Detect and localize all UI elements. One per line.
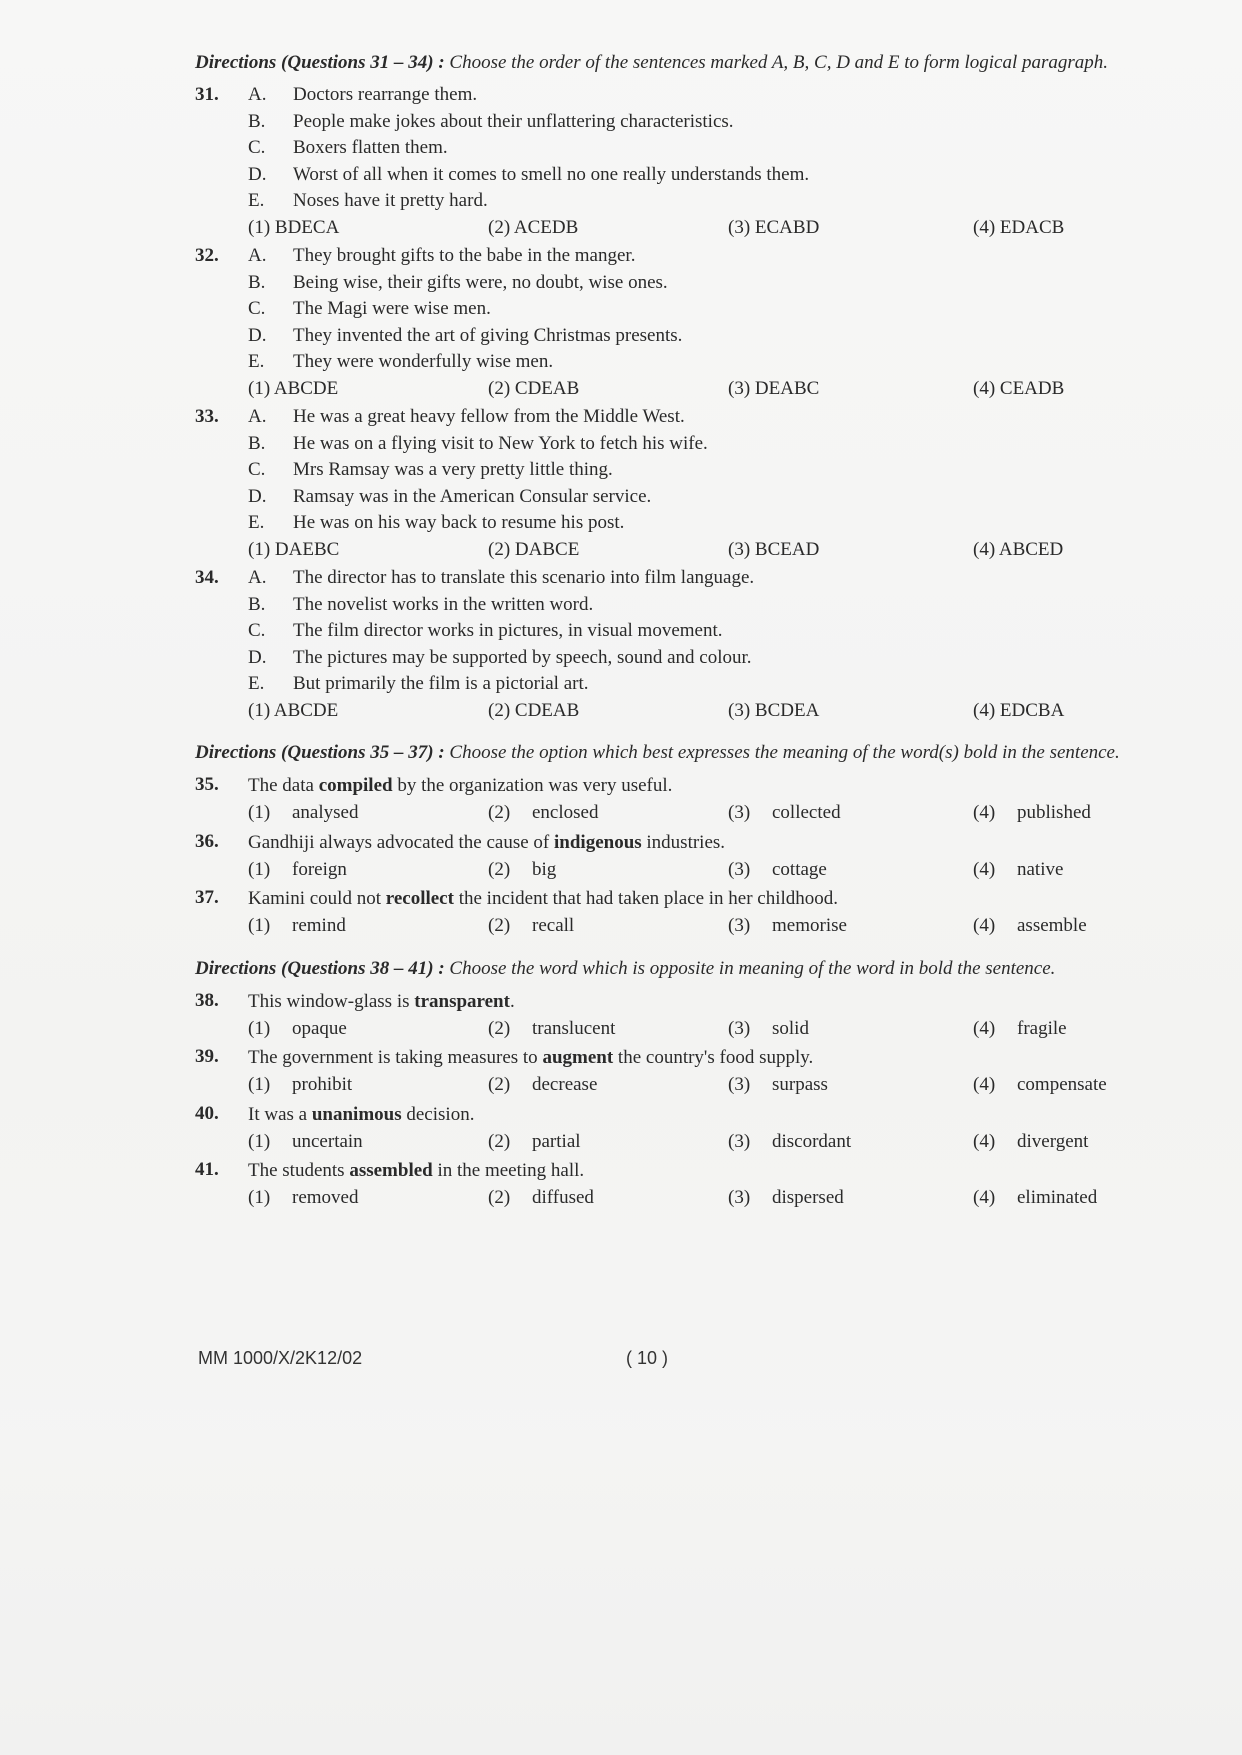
scan-shadow xyxy=(0,1430,1242,1755)
sentence-part: Kamini could not xyxy=(248,888,386,909)
answer-options xyxy=(195,1016,1220,1043)
sentence-part: Gandhiji always advocated the cause of xyxy=(248,831,554,853)
directions-text: Choose the word which is opposite in meaning of the word in bold the sentence. xyxy=(444,957,1056,979)
option-number: (2) xyxy=(488,1074,511,1095)
option-number: (3) xyxy=(728,1074,751,1095)
answer-options xyxy=(195,376,1220,403)
statement-row xyxy=(195,243,1220,270)
question-number: 32. xyxy=(195,245,219,266)
statement-row xyxy=(195,645,1220,672)
statement-text: Ramsay was in the American Consular service. xyxy=(293,485,652,507)
statement-row xyxy=(195,82,1220,109)
option-2 xyxy=(488,857,728,884)
option-text: remind xyxy=(292,915,346,936)
statement-letter: D. xyxy=(248,163,267,185)
answer-options xyxy=(195,1072,1220,1099)
option-text: compensate xyxy=(1017,1074,1107,1095)
question-number: 40. xyxy=(195,1102,219,1124)
option-1 xyxy=(248,1129,488,1156)
option-3 xyxy=(728,913,973,940)
option-number: (2) xyxy=(488,915,511,936)
statement-row xyxy=(195,162,1220,189)
statement-letter: A. xyxy=(248,406,267,427)
question-sentence xyxy=(195,988,1220,1016)
option-number: (3) xyxy=(728,858,751,880)
statement-row xyxy=(195,618,1220,645)
option-number: (4) xyxy=(973,1074,996,1095)
statement-letter: E. xyxy=(248,512,265,533)
statement-row xyxy=(195,510,1220,537)
answer-options xyxy=(195,537,1220,564)
question-sentence xyxy=(195,1044,1220,1072)
statement-text: He was on a flying visit to New York to fetch his wife. xyxy=(293,432,708,454)
option-text: recall xyxy=(532,915,575,936)
option-3 xyxy=(728,800,973,827)
sentence-part: the incident that had taken place in her childhood. xyxy=(453,888,839,909)
option-text: collected xyxy=(772,802,841,823)
option-text: published xyxy=(1017,802,1091,823)
question-37 xyxy=(195,885,1220,940)
option-text: assemble xyxy=(1017,915,1087,936)
sentence-part: . xyxy=(509,990,515,1012)
statement-text: Boxers flatten them. xyxy=(293,137,448,158)
option-text: surpass xyxy=(772,1074,828,1095)
question-sentence xyxy=(195,885,1220,913)
option-2 xyxy=(488,800,728,827)
option-text: uncertain xyxy=(292,1130,363,1152)
option-text: eliminated xyxy=(1017,1187,1098,1208)
sentence-part: in the meeting hall. xyxy=(432,1160,585,1181)
option-number: (4) xyxy=(973,802,996,823)
option-1: (1) ABCDE xyxy=(248,377,339,399)
option-number: (4) xyxy=(973,915,996,936)
statement-row xyxy=(195,270,1220,297)
option-text: removed xyxy=(292,1187,359,1208)
option-text: prohibit xyxy=(292,1074,353,1095)
statement-row xyxy=(195,484,1220,511)
bold-word: unanimous xyxy=(311,1103,402,1125)
option-number: (1) xyxy=(248,858,271,880)
option-3: (3) DEABC xyxy=(728,377,820,399)
option-1 xyxy=(248,913,488,940)
statement-letter: D. xyxy=(248,646,267,668)
option-2: (2) DABCE xyxy=(488,538,580,560)
answer-options xyxy=(195,1129,1220,1156)
statement-text: Doctors rearrange them. xyxy=(293,84,478,105)
statement-text: People make jokes about their unflattering characteristics. xyxy=(293,110,734,132)
option-3: (3) BCDEA xyxy=(728,699,820,721)
question-number: 39. xyxy=(195,1046,219,1067)
option-2: (2) CDEAB xyxy=(488,699,580,721)
statement-row xyxy=(195,296,1220,323)
statement-text: Worst of all when it comes to smell no one really understands them. xyxy=(293,163,810,185)
statement-letter: D. xyxy=(248,324,267,346)
question-number: 35. xyxy=(195,774,219,795)
option-3 xyxy=(728,1016,973,1043)
bold-word: augment xyxy=(542,1047,614,1068)
option-1: (1) ABCDE xyxy=(248,699,339,721)
sentence-part: by the organization was very useful. xyxy=(392,775,673,796)
bold-word: recollect xyxy=(385,888,454,909)
option-4 xyxy=(973,1129,1153,1156)
option-4: (4) CEADB xyxy=(973,377,1065,399)
option-2 xyxy=(488,913,728,940)
sentence-part: decision. xyxy=(401,1103,475,1125)
option-3: (3) BCEAD xyxy=(728,538,820,560)
option-3 xyxy=(728,1072,973,1099)
option-text: discordant xyxy=(772,1130,852,1152)
option-1 xyxy=(248,800,488,827)
bold-word: transparent xyxy=(414,990,510,1012)
option-number: (2) xyxy=(488,858,511,880)
option-text: partial xyxy=(532,1130,581,1152)
option-number: (1) xyxy=(248,1187,271,1208)
option-3 xyxy=(728,1185,973,1212)
statement-text: The Magi were wise men. xyxy=(293,298,491,319)
answer-options xyxy=(195,800,1220,827)
option-text: foreign xyxy=(292,858,347,880)
bold-word: compiled xyxy=(318,775,393,796)
question-number: 33. xyxy=(195,406,219,427)
question-33 xyxy=(195,404,1220,563)
statement-text: He was a great heavy fellow from the Middle West. xyxy=(293,406,685,427)
directions-text: Choose the order of the sentences marked A, B, C, D and E to form logical paragraph. xyxy=(444,52,1109,73)
option-2 xyxy=(488,1072,728,1099)
question-number: 38. xyxy=(195,989,219,1011)
option-text: analysed xyxy=(292,802,359,823)
statement-row xyxy=(195,671,1220,698)
option-2 xyxy=(488,1016,728,1043)
option-1 xyxy=(248,1185,488,1212)
statement-text: They invented the art of giving Christmas presents. xyxy=(293,324,683,346)
option-2: (2) CDEAB xyxy=(488,377,580,399)
statement-letter: C. xyxy=(248,298,266,319)
question-41 xyxy=(195,1157,1220,1212)
question-sheet xyxy=(195,50,1220,1214)
option-number: (3) xyxy=(728,1130,751,1152)
option-text: cottage xyxy=(772,858,827,880)
answer-options xyxy=(195,857,1220,884)
statement-row xyxy=(195,404,1220,431)
answer-options xyxy=(195,913,1220,940)
statement-text: The film director works in pictures, in visual movement. xyxy=(293,620,723,641)
directions-lead: Directions (Questions 31 – 34) : xyxy=(195,52,445,73)
option-2 xyxy=(488,1129,728,1156)
option-number: (1) xyxy=(248,915,271,936)
directions-text: Choose the option which best expresses the meaning of the word(s) bold in the sentence. xyxy=(444,742,1120,763)
question-number: 41. xyxy=(195,1159,219,1180)
option-number: (3) xyxy=(728,802,751,823)
statement-text: Mrs Ramsay was a very pretty little thing. xyxy=(293,459,613,480)
question-sentence xyxy=(195,1101,1220,1129)
bold-word: assembled xyxy=(349,1160,433,1181)
option-text: big xyxy=(532,858,557,880)
statement-letter: C. xyxy=(248,137,266,158)
option-2 xyxy=(488,1185,728,1212)
statement-row xyxy=(195,457,1220,484)
question-34 xyxy=(195,565,1220,724)
option-3 xyxy=(728,857,973,884)
option-3 xyxy=(728,1129,973,1156)
statement-text: Noses have it pretty hard. xyxy=(293,190,488,211)
statement-row xyxy=(195,349,1220,376)
option-number: (2) xyxy=(488,1187,511,1208)
statement-row xyxy=(195,188,1220,215)
sentence-part: the country's food supply. xyxy=(613,1047,814,1068)
question-32 xyxy=(195,243,1220,402)
paper-code: MM 1000/X/2K12/02 xyxy=(198,1348,363,1368)
option-number: (3) xyxy=(728,1187,751,1208)
statement-letter: B. xyxy=(248,110,266,132)
option-text: dispersed xyxy=(772,1187,844,1208)
statement-row xyxy=(195,431,1220,458)
option-number: (1) xyxy=(248,802,271,823)
question-sentence xyxy=(195,772,1220,800)
option-text: decrease xyxy=(532,1074,598,1095)
directions-lead: Directions (Questions 38 – 41) : xyxy=(195,957,445,979)
statement-letter: A. xyxy=(248,245,267,266)
option-4: (4) ABCED xyxy=(973,538,1064,560)
statement-row xyxy=(195,109,1220,136)
sentence-part: It was a xyxy=(248,1103,312,1125)
page-number: ( 10 ) xyxy=(626,1348,669,1368)
statement-text: The novelist works in the written word. xyxy=(293,593,594,615)
option-1: (1) BDECA xyxy=(248,216,340,238)
directions-ordering xyxy=(195,50,1220,76)
option-number: (3) xyxy=(728,915,751,936)
question-number: 31. xyxy=(195,84,219,105)
statement-letter: B. xyxy=(248,271,266,293)
option-4: (4) EDACB xyxy=(973,216,1065,238)
directions-meaning xyxy=(195,740,1220,766)
answer-options xyxy=(195,1185,1220,1212)
directions-antonym xyxy=(195,956,1220,982)
option-4 xyxy=(973,1072,1153,1099)
option-number: (1) xyxy=(248,1017,271,1039)
statement-letter: B. xyxy=(248,593,266,615)
statement-letter: E. xyxy=(248,351,265,372)
option-number: (1) xyxy=(248,1130,271,1152)
option-text: translucent xyxy=(532,1017,616,1039)
option-1 xyxy=(248,857,488,884)
option-text: enclosed xyxy=(532,802,599,823)
option-text: solid xyxy=(772,1017,809,1039)
option-1 xyxy=(248,1016,488,1043)
statement-row xyxy=(195,323,1220,350)
question-sentence xyxy=(195,1157,1220,1185)
question-35 xyxy=(195,772,1220,827)
statement-row xyxy=(195,565,1220,592)
statement-letter: A. xyxy=(248,567,267,588)
statement-text: They brought gifts to the babe in the manger. xyxy=(293,245,636,266)
statement-text: The pictures may be supported by speech, sound and colour. xyxy=(293,646,752,668)
question-number: 34. xyxy=(195,567,219,588)
answer-options xyxy=(195,215,1220,242)
sentence-part: The data xyxy=(248,775,319,796)
option-number: (2) xyxy=(488,1017,511,1039)
option-4: (4) EDCBA xyxy=(973,699,1065,721)
statement-text: He was on his way back to resume his post. xyxy=(293,512,625,533)
directions-lead: Directions (Questions 35 – 37) : xyxy=(195,742,445,763)
sentence-part: This window-glass is xyxy=(248,990,415,1012)
statement-text: But primarily the film is a pictorial art. xyxy=(293,673,589,694)
sentence-part: industries. xyxy=(641,831,726,853)
statement-text: Being wise, their gifts were, no doubt, wise ones. xyxy=(293,271,668,293)
question-38 xyxy=(195,988,1220,1043)
option-4 xyxy=(973,1016,1153,1043)
question-number: 36. xyxy=(195,830,219,852)
option-number: (4) xyxy=(973,1187,996,1208)
option-text: native xyxy=(1017,858,1064,880)
statement-letter: D. xyxy=(248,485,267,507)
answer-options xyxy=(195,698,1220,725)
sentence-part: The students xyxy=(248,1160,350,1181)
option-number: (1) xyxy=(248,1074,271,1095)
statement-text: They were wonderfully wise men. xyxy=(293,351,554,372)
bold-word: indigenous xyxy=(554,831,642,853)
option-4 xyxy=(973,800,1153,827)
statement-letter: B. xyxy=(248,432,266,454)
option-4 xyxy=(973,913,1153,940)
question-39 xyxy=(195,1044,1220,1099)
option-number: (4) xyxy=(973,1130,996,1152)
statement-letter: E. xyxy=(248,190,265,211)
question-36 xyxy=(195,829,1220,884)
sentence-part: The government is taking measures to xyxy=(248,1047,543,1068)
option-number: (3) xyxy=(728,1017,751,1039)
statement-letter: C. xyxy=(248,620,266,641)
option-number: (4) xyxy=(973,858,996,880)
statement-row xyxy=(195,135,1220,162)
option-1 xyxy=(248,1072,488,1099)
option-text: opaque xyxy=(292,1017,347,1039)
option-3: (3) ECABD xyxy=(728,216,820,238)
statement-text: The director has to translate this scenario into film language. xyxy=(293,567,755,588)
option-text: divergent xyxy=(1017,1130,1089,1152)
option-text: diffused xyxy=(532,1187,594,1208)
question-40 xyxy=(195,1101,1220,1156)
option-text: memorise xyxy=(772,915,847,936)
option-2: (2) ACEDB xyxy=(488,216,579,238)
option-number: (2) xyxy=(488,1130,511,1152)
statement-row xyxy=(195,592,1220,619)
option-number: (2) xyxy=(488,802,511,823)
question-number: 37. xyxy=(195,887,219,908)
statement-letter: A. xyxy=(248,84,267,105)
option-1: (1) DAEBC xyxy=(248,538,340,560)
option-text: fragile xyxy=(1017,1017,1067,1039)
statement-letter: C. xyxy=(248,459,266,480)
option-4 xyxy=(973,857,1153,884)
option-number: (4) xyxy=(973,1017,996,1039)
statement-letter: E. xyxy=(248,673,265,694)
question-sentence xyxy=(195,829,1220,857)
option-4 xyxy=(973,1185,1153,1212)
question-31 xyxy=(195,82,1220,241)
